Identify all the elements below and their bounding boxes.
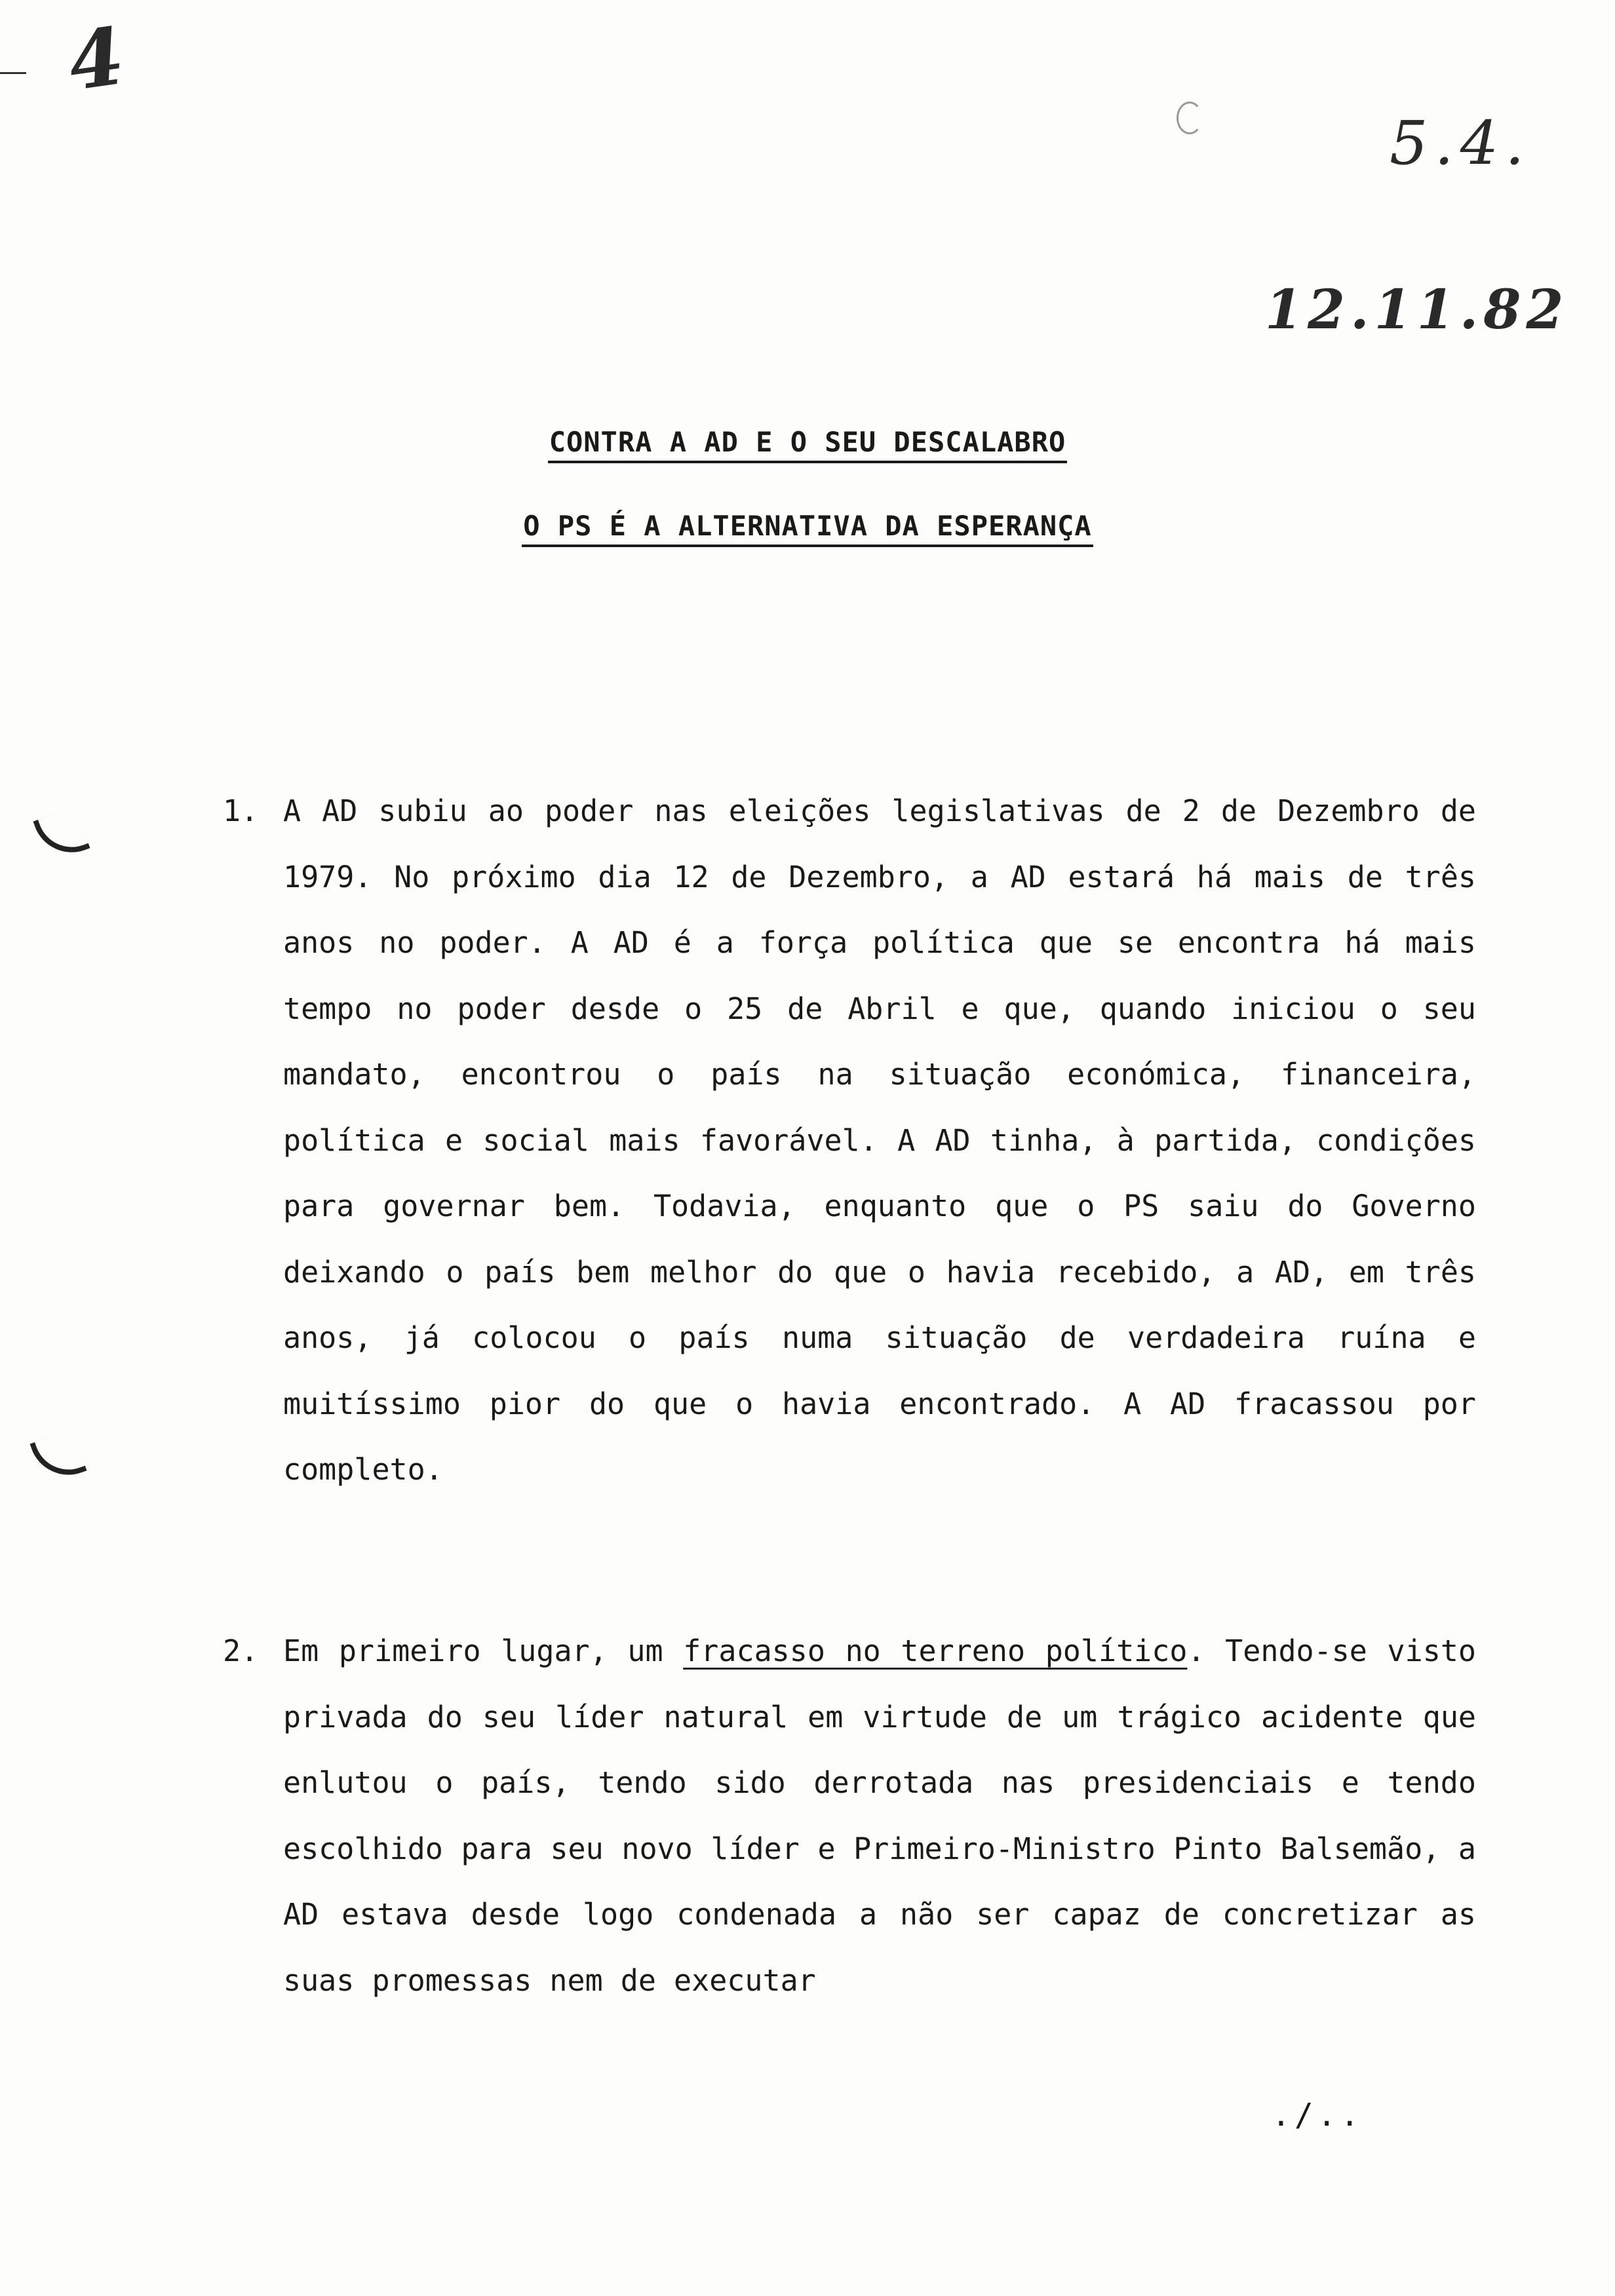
- title-line-2: O PS É A ALTERNATIVA DA ESPERANÇA: [522, 510, 1093, 547]
- continuation-marker: ./..: [1272, 2097, 1363, 2133]
- document-subtitle: [0, 510, 1615, 547]
- title-line-1: CONTRA A AD E O SEU DESCALABRO: [548, 426, 1068, 463]
- paragraph-text: [283, 1618, 1476, 2014]
- paragraph-number: 1.: [223, 794, 259, 828]
- binder-hole-mark: [29, 1428, 87, 1485]
- handwritten-top-left-mark: 4: [62, 9, 130, 109]
- stray-pencil-mark: [1177, 102, 1203, 134]
- handwritten-date: 12.11.82: [1265, 278, 1569, 341]
- paragraph-text-rest: . Tendo-se visto privada do seu líder natural em virtude de um trágico acidente que enlutou o país, tendo sido derrotada nas presidenciais e tendo escolhido para seu novo líder e Primeiro-Ministro Pinto Balsemão, a AD estava desde logo condenada a não ser capaz de concretizar as suas promessas nem de executar: [283, 1634, 1477, 1998]
- underlined-phrase: fracasso no terreno político: [683, 1634, 1188, 1668]
- handwritten-page-reference: 5.4.: [1390, 108, 1531, 178]
- binder-hole-mark: [33, 806, 90, 863]
- paragraph-text-start: Em primeiro lugar, um: [283, 1634, 684, 1668]
- paragraph-text: A AD subiu ao poder nas eleições legislativas de 2 de Dezembro de 1979. No próximo dia 12 de Dezembro, a AD estará há mais de três anos no poder. A AD é a força política que se encontra há mais tempo no poder desde o 25 de Abril e que, quando iniciou o seu mandato, encontrou o país na situação económica, financeira, política e social mais favorável. A AD tinha, à partida, condições para governar bem. Todavia, enquanto que o PS saiu do Governo deixando o país bem melhor do que o havia recebido, a AD, em três anos, já colocou o país numa situação de verdadeira ruína e muitíssimo pior do que o havia encontrado. A AD fracassou por completo.: [283, 794, 1476, 1487]
- paragraph-number: 2.: [223, 1634, 259, 1668]
- margin-mark: [0, 72, 26, 74]
- document-title: [0, 426, 1615, 463]
